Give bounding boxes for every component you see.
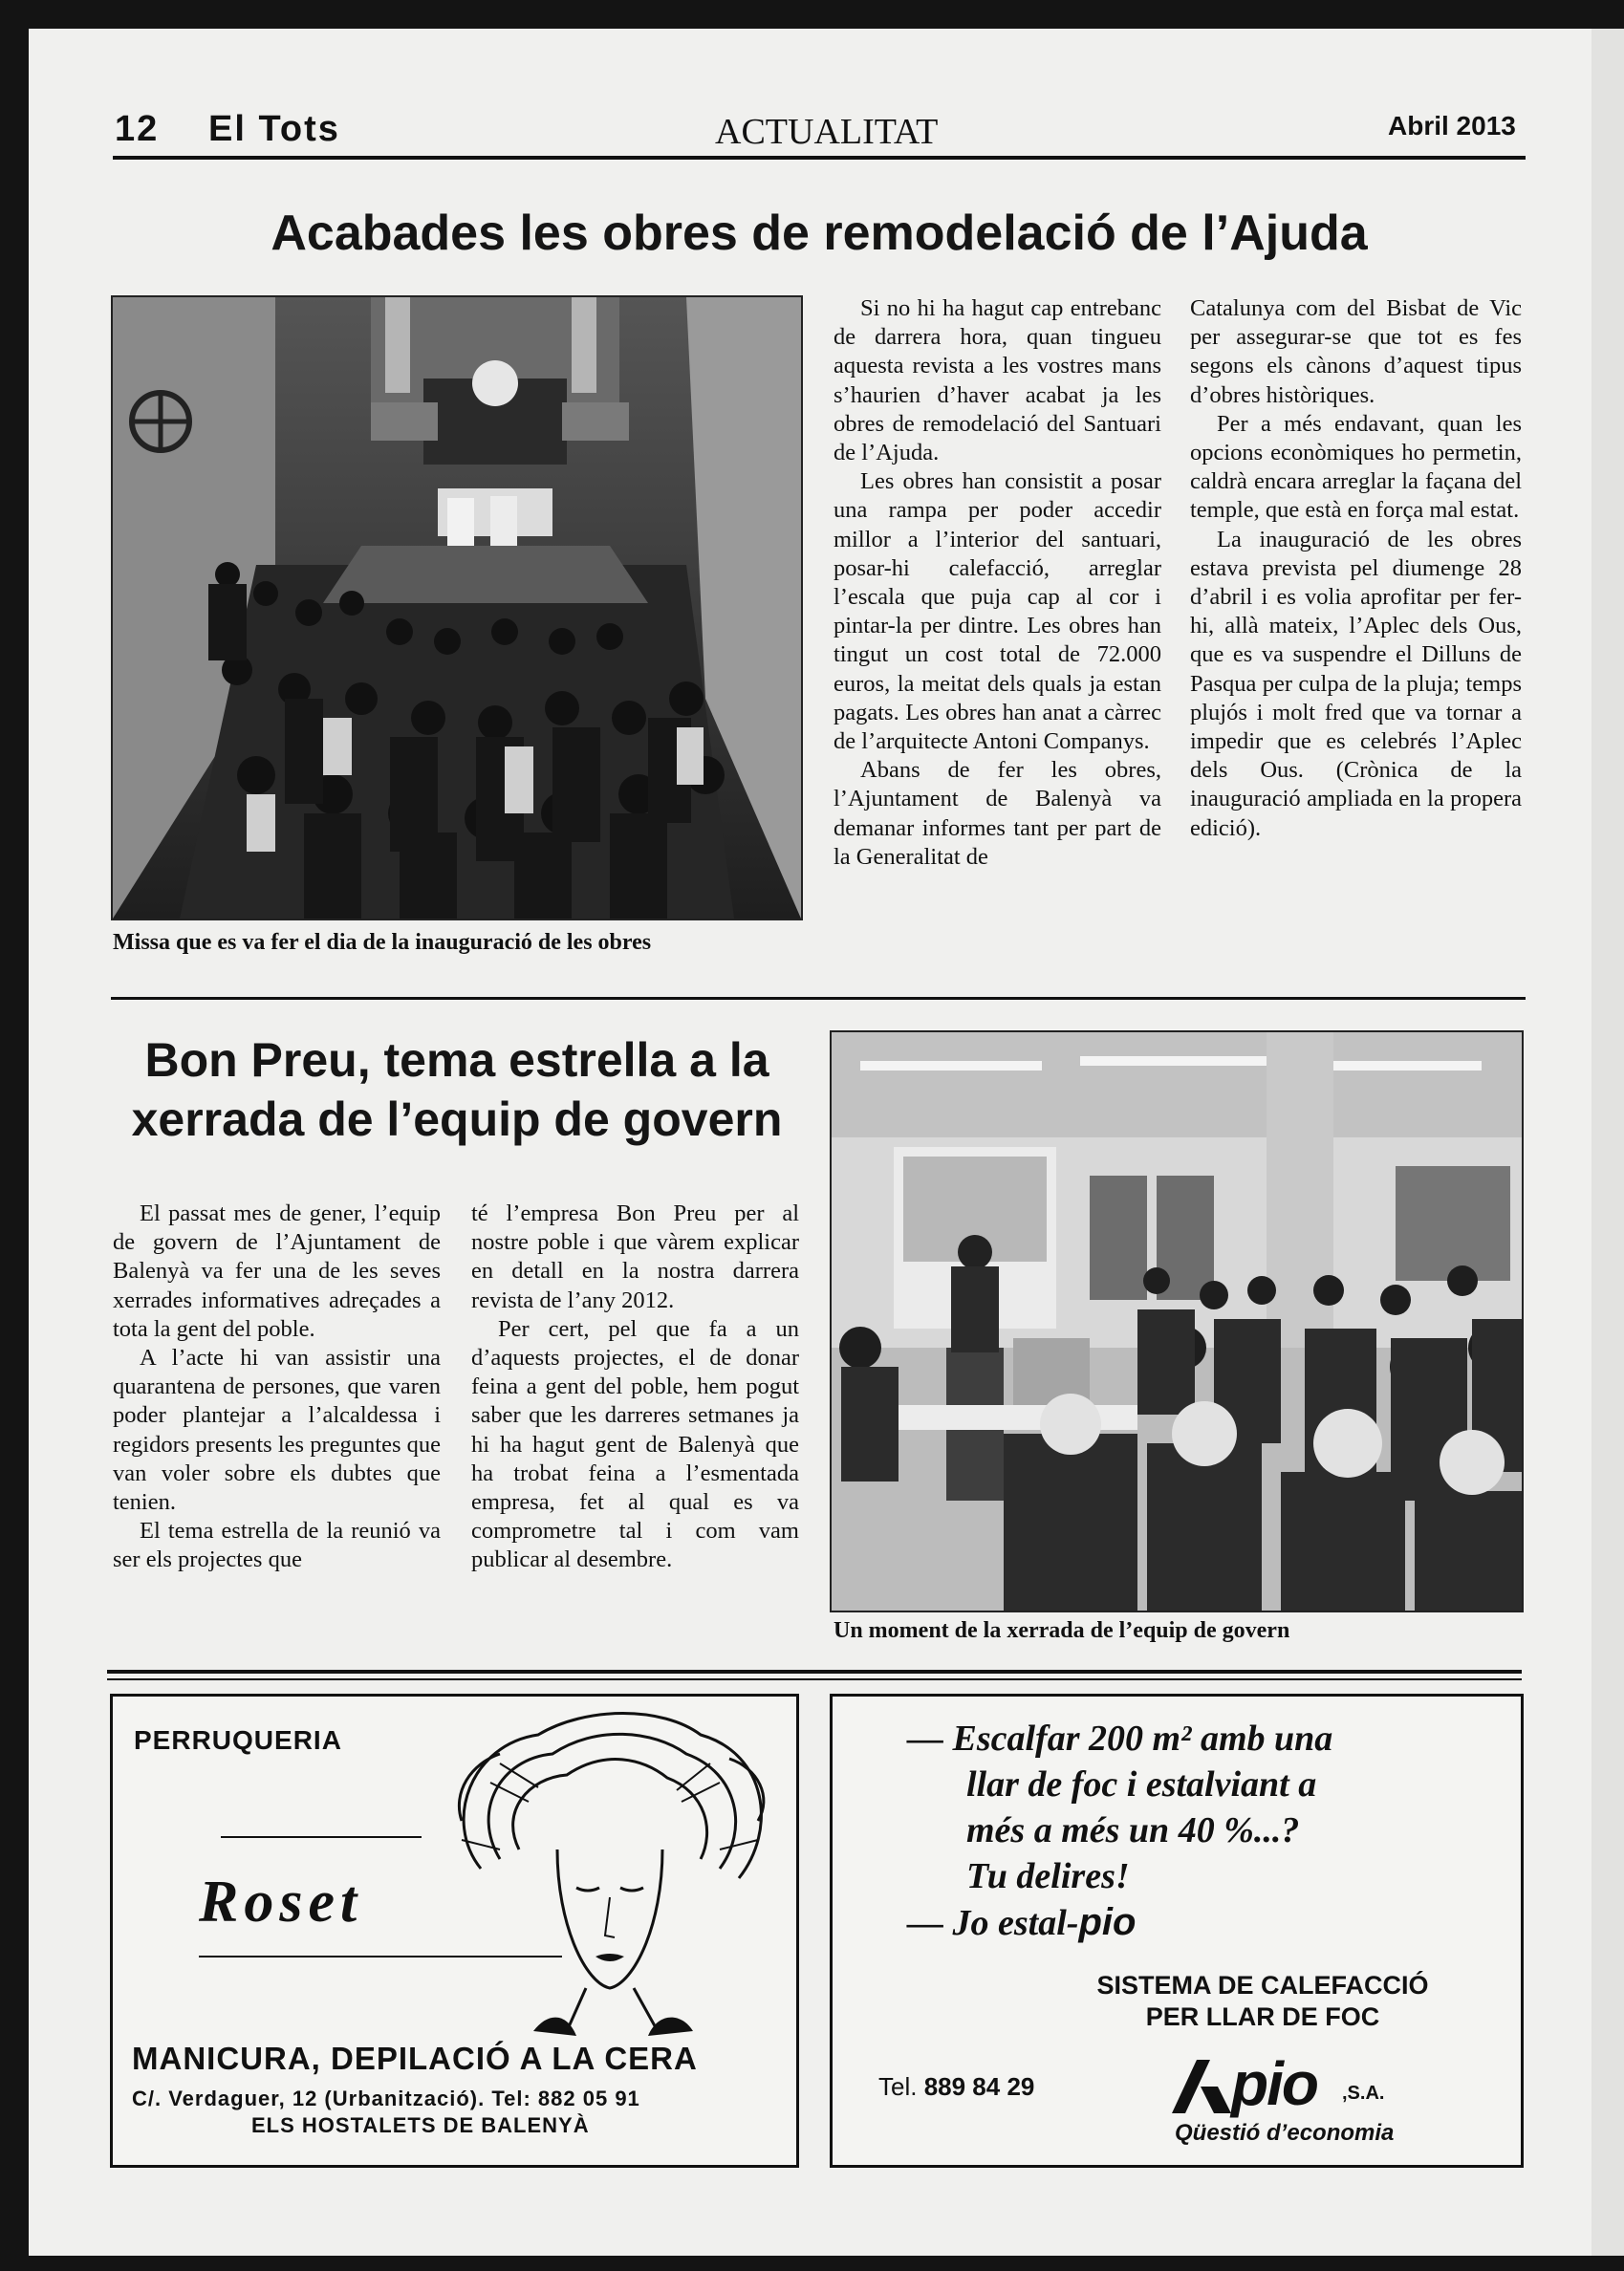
tel-number: 889 84 29 (923, 2072, 1035, 2101)
company-suffix: ,S.A. (1342, 2083, 1385, 2104)
article-1-column-1 (834, 294, 1161, 872)
slogan-brand: pio (1078, 1901, 1137, 1943)
article-2-photo (830, 1030, 1524, 1612)
paragraph: Catalunya com del Bisbat de Vic per assegurar-se que tot es fes segons els cànons d’aquest tipus d’obres històriques. (1190, 295, 1522, 408)
system-line-1: SISTEMA DE CALEFACCIÓ (1096, 1971, 1429, 2000)
company-logo-icon (1172, 2060, 1231, 2113)
article-2-column-1 (113, 1200, 441, 1575)
paragraph: Per cert, pel que fa a un d’aquests projectes, el de donar feina a gent del poble, hem pogut saber que les darreres setmanes ja hi ha hagut gent de Balenyà que ha trobat feina a l’esmentada empresa, fet al qual es va comprometre tal i com vam publicar al desembre. (471, 1315, 799, 1573)
article-2-caption: Un moment de la xerrada de l’equip de govern (834, 1618, 1290, 1643)
publication-name: El Tots (208, 109, 340, 149)
article-1-title: Acabades les obres de remodelació de l’Ajuda (271, 205, 1368, 261)
paragraph: El passat mes de gener, l’equip de govern de l’Ajuntament de Balenyà va fer una de les seves xerrades informatives adreçades a tota la gent del poble. (113, 1200, 441, 1342)
article-2-title-line-2: xerrada de l’equip de govern (131, 1092, 783, 1146)
slogan-line-1: — Escalfar 200 m² amb una (907, 1719, 1333, 1759)
page-number: 12 (115, 109, 160, 149)
ad-heading: PERRUQUERIA (134, 1725, 342, 1755)
page-gutter (1592, 29, 1624, 2256)
logo-rule-top (221, 1836, 422, 1838)
ad-slogan (907, 1716, 1332, 1946)
company-name: pio (1231, 2049, 1317, 2118)
church-mass-photo (113, 297, 801, 919)
article-divider (111, 997, 1526, 1000)
slogan-line-3: més a més un 40 %...? (966, 1810, 1300, 1850)
slogan-line-5: — Jo estal-pio (907, 1901, 1137, 1943)
paragraph: El tema estrella de la reunió va ser els projectes que (113, 1518, 441, 1573)
paragraph: A l’acte hi van assistir una quarantena de persones, que varen poder plantejar a l’alcaldessa i regidors presents les preguntes que van voler sobre els dubtes que tenien. (113, 1345, 441, 1516)
hairdresser-ad (110, 1694, 799, 2168)
ad-town: ELS HOSTALETS DE BALENYÀ (251, 2113, 590, 2137)
article-2-title-line-1: Bon Preu, tema estrella a la (144, 1033, 769, 1087)
ad-tagline: Qüestió d’economia (1175, 2120, 1395, 2146)
paragraph: Per a més endavant, quan les opcions econòmiques ho permetin, caldrà encara arreglar la façana del temple, que està en força mal estat. (1190, 410, 1522, 524)
section-name: ACTUALITAT (715, 112, 939, 152)
slogan-line-2: llar de foc i estalviant a (966, 1764, 1317, 1805)
ad-address: C/. Verdaguer, 12 (Urbanització). Tel: 882 05 91 (132, 2087, 640, 2110)
heating-ad (830, 1694, 1524, 2168)
issue-date: Abril 2013 (1388, 111, 1516, 141)
paragraph: Abans de fer les obres, l’Ajuntament de Balenyà va demanar informes tant per part de la Generalitat de (834, 757, 1161, 870)
article-1-caption: Missa que es va fer el dia de la inauguració de les obres (113, 930, 652, 955)
ad-system (1024, 1970, 1502, 2033)
meeting-room-photo (832, 1032, 1522, 1611)
ads-divider-top (107, 1670, 1522, 1674)
header-rule (113, 156, 1526, 160)
paragraph: té l’empresa Bon Preu per al nostre poble i que vàrem explicar en detall en la nostra darrera revista de l’any 2012. (471, 1200, 799, 1313)
slogan-line-4: Tu delires! (966, 1856, 1130, 1896)
tel-label: Tel. (878, 2072, 918, 2101)
paragraph: Si no hi ha hagut cap entrebanc de darrera hora, quan tingueu aquesta revista a les vostres mans s’haurien d’haver acabat ja les obres de remodelació del Santuari de l’Ajuda. (834, 295, 1161, 466)
woman-face-illustration (443, 1706, 777, 2050)
ads-divider-bottom (107, 1678, 1522, 1680)
logo-rule-bottom (199, 1956, 562, 1957)
paragraph: Les obres han consistit a posar una rampa per poder accedir millor a l’interior del santuari, posar-hi calefacció, arreglar l’escala que puja cap al cor i pintar-la per dintre. Les obres han tingut un cost total de 72.000 euros, la meitat dels quals ja estan pagats. Les obres han anat a càrrec de l’arquitecte Antoni Companys. (834, 468, 1161, 755)
logo-text: Roset (199, 1870, 363, 1935)
article-1-photo (111, 295, 803, 920)
article-2-title (113, 1030, 801, 1149)
ad-services: MANICURA, DEPILACIÓ A LA CERA (132, 2041, 698, 2076)
paragraph: La inauguració de les obres estava prevista pel diumenge 28 d’abril i es volia aprofitar per fer-hi, allà mateix, l’Aplec dels Ous, que es va suspendre el Dilluns de Pasqua per culpa de la pluja; temps plujós i molt fred que va tornar a impedir que es celebrés l’Aplec dels Ous. (Crònica de la inauguració ampliada en la propera edició). (1190, 526, 1522, 841)
system-line-2: PER LLAR DE FOC (1145, 2002, 1380, 2031)
article-2-column-2 (471, 1200, 799, 1575)
article-1-column-2 (1190, 294, 1522, 843)
ad-telephone (878, 2072, 1034, 2102)
